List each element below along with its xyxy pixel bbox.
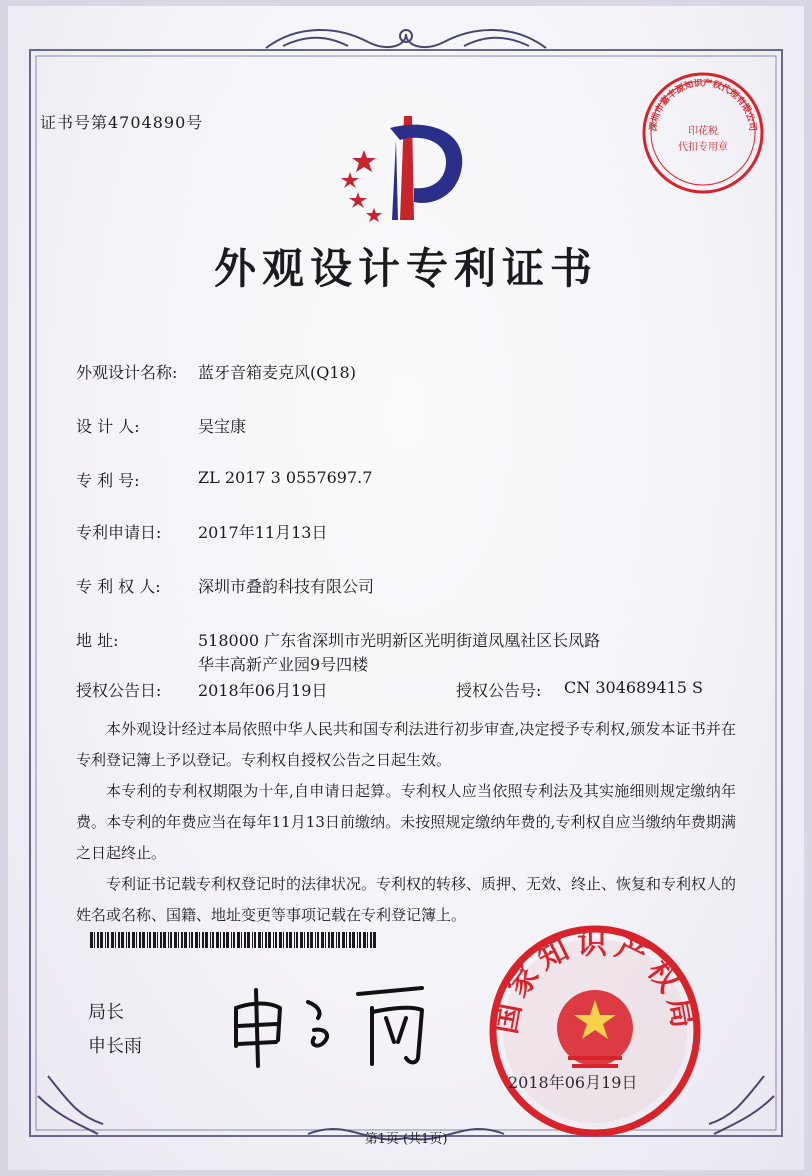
- barcode-bar: [373, 932, 376, 948]
- barcode-bar: [223, 932, 225, 948]
- barcode-bar: [97, 932, 99, 948]
- barcode-bar: [90, 932, 93, 948]
- barcode-bar: [352, 932, 355, 948]
- state-ip-office-seal: [488, 924, 702, 1138]
- barcode-bar: [157, 932, 158, 948]
- barcode-bar: [244, 932, 246, 948]
- barcode-bar: [191, 932, 193, 948]
- barcode-bar: [247, 932, 250, 948]
- barcode-bar: [265, 932, 267, 948]
- barcode-bar: [139, 932, 141, 948]
- barcode-bar: [283, 932, 284, 948]
- barcode-bar: [199, 932, 200, 948]
- filing-date-value: 2017年11月13日: [198, 523, 328, 542]
- barcode-bar: [111, 932, 114, 948]
- barcode-bar: [273, 932, 274, 948]
- barcode-bar: [237, 932, 240, 948]
- barcode-bar: [226, 932, 229, 948]
- barcode-bar: [336, 932, 337, 948]
- barcode-bar: [325, 932, 326, 948]
- seal-date: 2018年06月19日: [508, 1073, 638, 1092]
- barcode-bar: [328, 932, 330, 948]
- certificate-serial-number: 证书号第4704890号: [40, 113, 204, 132]
- barcode-bar: [216, 932, 219, 948]
- barcode-bar: [184, 932, 187, 948]
- barcode-bar: [367, 932, 368, 948]
- barcode-bar: [363, 932, 366, 948]
- certificate-title: 外观设计专利证书: [213, 244, 598, 293]
- barcode-bar: [174, 932, 177, 948]
- agency-stamp-text: 深圳市嘉丰源知识产权代理有限公司: [648, 78, 758, 132]
- barcode-bar: [262, 932, 263, 948]
- barcode-bar: [300, 932, 303, 948]
- barcode-bar: [181, 932, 183, 948]
- barcode-bar: [178, 932, 179, 948]
- barcode-bar: [147, 932, 148, 948]
- address-line-2: 华丰高新产业园9号四楼: [198, 655, 369, 674]
- barcode-bar: [304, 932, 305, 948]
- barcode-bar: [168, 932, 169, 948]
- grant-date-label: 授权公告日:: [76, 681, 162, 700]
- barcode-bar: [126, 932, 127, 948]
- agency-stamp: [640, 70, 766, 196]
- barcode: [90, 932, 378, 948]
- address-line-1: 518000 广东省深圳市光明新区光明街道凤凰社区长凤路: [198, 631, 601, 650]
- barcode-bar: [118, 932, 120, 948]
- body-paragraph-3: 专利证书记载专利权登记时的法律状况。专利权的转移、质押、无效、终止、恢复和专利权人的姓名或名称、国籍、地址变更等事项记载在专利登记簿上。: [76, 875, 737, 924]
- barcode-bar: [268, 932, 271, 948]
- barcode-bar: [233, 932, 235, 948]
- barcode-bar: [128, 932, 130, 948]
- barcode-bar: [121, 932, 124, 948]
- patent-number-label: 专 利 号:: [76, 471, 140, 490]
- designer-value: 吴宝康: [198, 417, 247, 436]
- barcode-bar: [205, 932, 208, 948]
- filing-date-label: 专利申请日:: [76, 523, 162, 542]
- barcode-bar: [286, 932, 288, 948]
- svg-text:深圳市嘉丰源知识产权代理有限公司: [647, 77, 759, 132]
- barcode-bar: [153, 932, 156, 948]
- barcode-bar: [105, 932, 106, 948]
- design-name-value: 蓝牙音箱麦克风(Q18): [198, 363, 356, 382]
- designer-label: 设 计 人:: [76, 417, 140, 436]
- agency-stamp-inner-1: 印花税: [688, 126, 718, 137]
- certificate-page: [8, 6, 804, 1170]
- page-footer: 第1页 (共1页): [364, 1132, 448, 1147]
- barcode-bar: [254, 932, 256, 948]
- barcode-bar: [338, 932, 340, 948]
- barcode-bar: [100, 932, 103, 948]
- barcode-bar: [132, 932, 135, 948]
- barcode-bar: [321, 932, 324, 948]
- barcode-bar: [115, 932, 116, 948]
- barcode-bar: [160, 932, 162, 948]
- barcode-bar: [210, 932, 211, 948]
- barcode-bar: [142, 932, 145, 948]
- barcode-bar: [359, 932, 361, 948]
- barcode-bar: [275, 932, 277, 948]
- barcode-bar: [296, 932, 298, 948]
- barcode-bar: [294, 932, 295, 948]
- barcode-bar: [370, 932, 372, 948]
- barcode-bar: [107, 932, 109, 948]
- agency-stamp-inner-2: 代扣专用章: [678, 142, 728, 153]
- barcode-bar: [241, 932, 242, 948]
- address-label: 地 址:: [76, 631, 119, 650]
- grant-number-label: 授权公告号:: [456, 681, 542, 700]
- barcode-bar: [220, 932, 221, 948]
- barcode-bar: [315, 932, 316, 948]
- patent-number-value: ZL 2017 3 0557697.7: [198, 468, 373, 487]
- barcode-bar: [195, 932, 198, 948]
- grant-number-value: CN 304689415 S: [564, 678, 703, 697]
- barcode-bar: [346, 932, 347, 948]
- barcode-bar: [310, 932, 313, 948]
- barcode-bar: [331, 932, 334, 948]
- barcode-bar: [136, 932, 137, 948]
- barcode-bar: [279, 932, 282, 948]
- body-paragraph-2: 本专利的专利权期限为十年,自申请日起算。专利权人应当依照专利法及其实施细则规定缴纳年费。本专利的年费应当在每年11月13日前缴纳。未按照规定缴纳年费的,专利权自应当缴纳年费期满之日起终止。: [76, 782, 736, 862]
- barcode-bar: [258, 932, 261, 948]
- barcode-bar: [357, 932, 358, 948]
- chief-name: 申长雨: [88, 1036, 142, 1057]
- director-signature: [222, 968, 452, 1078]
- barcode-bar: [317, 932, 319, 948]
- barcode-bar: [252, 932, 253, 948]
- barcode-bar: [342, 932, 345, 948]
- barcode-bar: [170, 932, 172, 948]
- patentee-value: 深圳市叠韵科技有限公司: [198, 577, 375, 596]
- barcode-bar: [163, 932, 166, 948]
- barcode-bar: [149, 932, 151, 948]
- barcode-bar: [189, 932, 190, 948]
- barcode-bar: [231, 932, 232, 948]
- barcode-bar: [202, 932, 204, 948]
- barcode-bar: [307, 932, 309, 948]
- barcode-bar: [94, 932, 95, 948]
- barcode-bar: [212, 932, 214, 948]
- certificate-body: [76, 714, 736, 931]
- patent-office-logo: [334, 110, 474, 230]
- design-name-label: 外观设计名称:: [76, 363, 178, 382]
- barcode-bar: [349, 932, 351, 948]
- body-paragraph-1: 本外观设计经过本局依照中华人民共和国专利法进行初步审查,决定授予专利权,颁发本证书并在专利登记簿上予以登记。专利权自授权公告之日起生效。: [76, 720, 736, 769]
- grant-date-value: 2018年06月19日: [198, 681, 328, 700]
- patentee-label: 专 利 权 人:: [76, 577, 161, 596]
- seal-text: 国家知识产权局: [488, 926, 702, 1037]
- chief-label: 局长: [88, 1002, 124, 1023]
- barcode-bar: [289, 932, 292, 948]
